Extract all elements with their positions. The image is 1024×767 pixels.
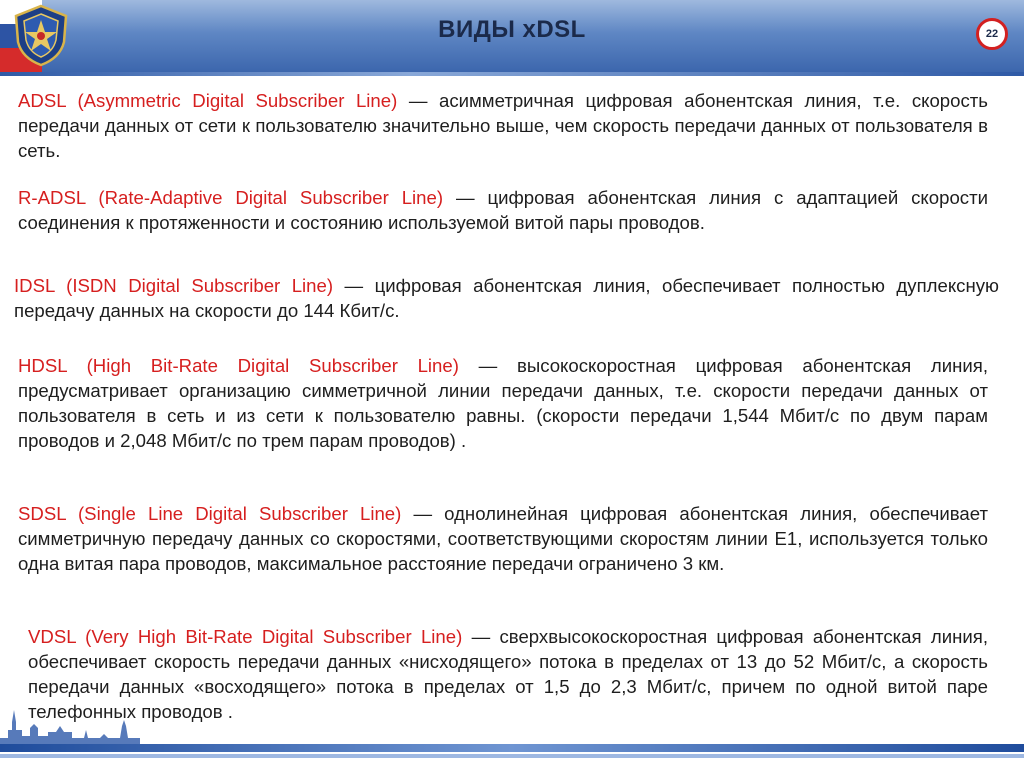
term-radsl: R-ADSL (Rate-Adaptive Digital Subscriber Line) bbox=[18, 187, 444, 208]
city-skyline-icon bbox=[0, 700, 160, 750]
definition-idsl bbox=[14, 273, 999, 323]
term-idsl: IDSL (ISDN Digital Subscriber Line) bbox=[14, 275, 334, 296]
footer-band-thin bbox=[0, 754, 1024, 758]
term-adsl: ADSL (Asymmetric Digital Subscriber Line) bbox=[18, 90, 398, 111]
definition-sdsl bbox=[18, 501, 988, 576]
term-vdsl: VDSL (Very High Bit-Rate Digital Subscriber Line) bbox=[28, 626, 463, 647]
definition-radsl bbox=[18, 185, 988, 235]
definition-adsl-text: — асимметричная цифровая абонентская линия, т.е. скорость передачи данных от сети к пользователю значительно выше, чем скорость передачи данных от пользователя в сеть. bbox=[18, 90, 988, 161]
definition-hdsl-text: — высокоскоростная цифровая абонентская линия, предусматривает организацию симметричной линии передачи данных, т.е. скорости передачи данных от пользователя в сеть и из сети к пользователю равны. (скорости передачи 1,544 Мбит/с по двум парам проводов и 2,048 Мбит/с по трем парам проводов) . bbox=[18, 355, 988, 451]
slide-title: ВИДЫ xDSL bbox=[438, 16, 586, 43]
header-divider bbox=[0, 72, 1024, 76]
definition-radsl-text: — цифровая абонентская линия с адаптацией скорости соединения к протяженности и состоянию используемой витой пары проводов. bbox=[18, 187, 988, 233]
definition-vdsl bbox=[28, 624, 988, 724]
definition-idsl-text: — цифровая абонентская линия, обеспечивает полностью дуплексную передачу данных на скорости до 144 Кбит/с. bbox=[14, 275, 999, 321]
term-sdsl: SDSL (Single Line Digital Subscriber Line) bbox=[18, 503, 402, 524]
footer-band bbox=[0, 744, 1024, 752]
definition-sdsl-text: — однолинейная цифровая абонентская линия, обеспечивает симметричную передачу данных со скоростями, соответствующими скоростям линии Е1, используется только одна витая пара проводов, максимальное расстояние передачи ограничено 3 км. bbox=[18, 503, 988, 574]
definition-vdsl-text: — сверхвысокоскоростная цифровая абонентская линия, обеспечивает скорость передачи данных «нисходящего» потока в пределах от 13 до 52 Мбит/с, а скорость передачи данных «восходящего» потока в пределах от 1,5 до 2,3 Мбит/с, причем по одной витой паре телефонных проводов . bbox=[28, 626, 988, 722]
page-number-badge: 22 bbox=[976, 18, 1008, 50]
definition-adsl bbox=[18, 88, 988, 163]
definition-hdsl bbox=[18, 353, 988, 453]
term-hdsl: HDSL (High Bit-Rate Digital Subscriber Line) bbox=[18, 355, 459, 376]
